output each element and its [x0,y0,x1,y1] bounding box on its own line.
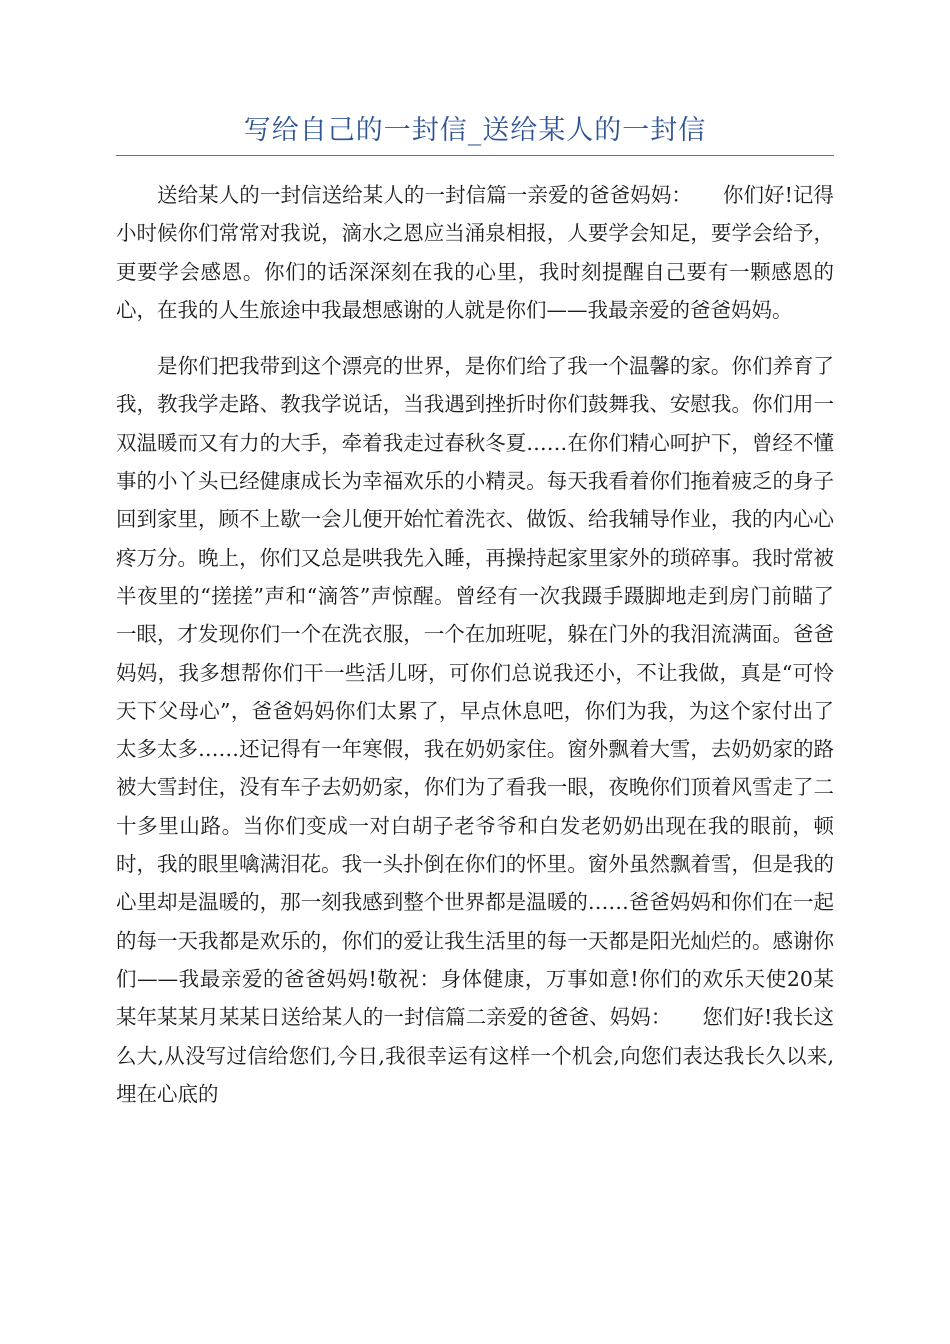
document-body [116,176,834,1113]
document-title: 写给自己的一封信_送给某人的一封信 [243,115,707,146]
title-underline [116,155,834,156]
paragraph-1: 送给某人的一封信送给某人的一封信篇一亲爱的爸爸妈妈： 你们好!记得小时候你们常常对我说，滴水之恩应当涌泉相报，人要学会知足，要学会给予，更要学会感恩。你们的话深深刻在我的心里，我时刻提醒自己要有一颗感恩的心，在我的人生旅途中我最想感谢的人就是你们——我最亲爱的爸爸妈妈。 [116,183,834,322]
paragraph-2: 是你们把我带到这个漂亮的世界，是你们给了我一个温馨的家。你们养育了我，教我学走路、教我学说话，当我遇到挫折时你们鼓舞我、安慰我。你们用一双温暖而又有力的大手，牵着我走过春秋冬夏……在你们精心呵护下，曾经不懂事的小丫头已经健康成长为幸福欢乐的小精灵。每天我看着你们拖着疲乏的身子回到家里，顾不上歇一会儿便开始忙着洗衣、做饭、给我辅导作业，我的内心心疼万分。晚上，你们又总是哄我先入睡，再操持起家里家外的琐碎事。我时常被半夜里的“搓搓”声和“滴答”声惊醒。曾经有一次我蹑手蹑脚地走到房门前瞄了一眼，才发现你们一个在洗衣服，一个在加班呢，躲在门外的我泪流满面。爸爸妈妈，我多想帮你们干一些活儿呀，可你们总说我还小，不让我做，真是“可怜天下父母心”，爸爸妈妈你们太累了，早点休息吧，你们为我，为这个家付出了太多太多……还记得有一年寒假，我在奶奶家住。窗外飘着大雪，去奶奶家的路被大雪封住，没有车子去奶奶家，你们为了看我一眼，夜晚你们顶着风雪走了二十多里山路。当你们变成一对白胡子老爷爷和白发老奶奶出现在我的眼前，顿时，我的眼里噙满泪花。我一头扑倒在你们的怀里。窗外虽然飘着雪，但是我的心里却是温暖的，那一刻我感到整个世界都是温暖的……爸爸妈妈和你们在一起的每一天我都是欢乐的，你们的爱让我生活里的每一天都是阳光灿烂的。感谢你们——我最亲爱的爸爸妈妈!敬祝：身体健康，万事如意!你们的欢乐天使20某某年某某月某某日送给某人的一封信篇二亲爱的爸爸、妈妈： 您们好!我长这么大,从没写过信给您们,今日,我很幸运有这样一个机会,向您们表达我长久以来,埋在心底的 [116,354,834,1106]
